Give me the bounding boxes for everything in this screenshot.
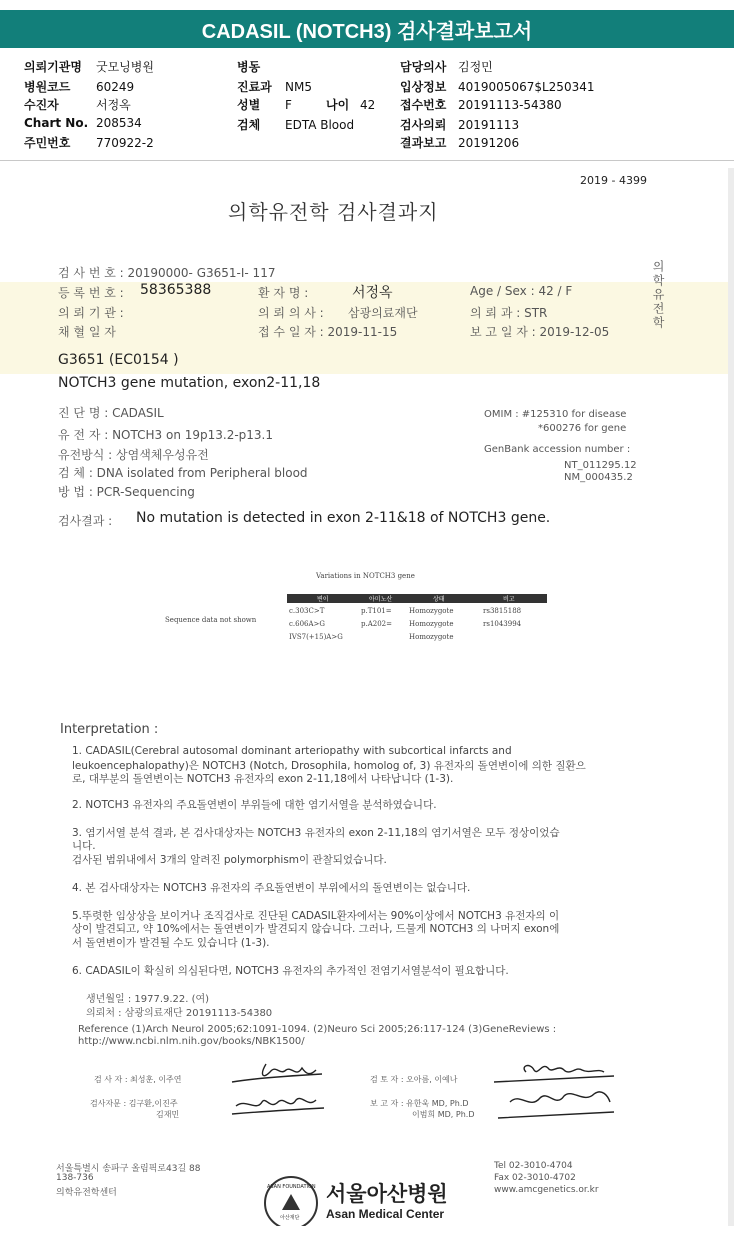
variations-title: Variations in NOTCH3 gene xyxy=(316,572,415,580)
header-field-hospital-code xyxy=(24,78,134,95)
reported-date: 보 고 일 자 : 2019-12-05 xyxy=(470,325,610,339)
table-cell: Homozygote xyxy=(409,633,454,641)
header-field-resident-no xyxy=(24,134,154,151)
website: www.amcgenetics.or.kr xyxy=(494,1185,599,1195)
center-name: 의학유전학센터 xyxy=(56,1188,117,1198)
logo-emblem-icon xyxy=(280,1192,302,1214)
header-label: 주민번호 xyxy=(24,136,71,150)
header-field-doctor xyxy=(400,58,493,75)
header-field-clinical-info xyxy=(400,78,594,95)
interp-line: leukoencephalopathy)은 NOTCH3 (Notch, Drosophila, homolog of, 3) 유전자의 돌연변이에 의한 질환으 xyxy=(72,760,586,772)
test-code: G3651 (EC0154 ) xyxy=(58,352,179,368)
doctor-value: 삼광의료재단 xyxy=(348,306,418,320)
omim-disease: OMIM : #125310 for disease xyxy=(484,409,627,420)
reporter-signature xyxy=(490,1082,620,1126)
header-value: 20191206 xyxy=(458,136,520,150)
side-label: 의학유전학 xyxy=(651,260,665,330)
header-label: Chart No. xyxy=(24,116,89,130)
interp-line: 1. CADASIL(Cerebral autosomal dominant arteriopathy with subcortical infarcts and xyxy=(72,745,512,757)
age-sex: Age / Sex : 42 / F xyxy=(470,284,573,298)
header-label: 검체 xyxy=(237,118,261,132)
reporter-name-2: 이범희 MD, Ph.D xyxy=(412,1110,475,1119)
report-number: 2019 - 4399 xyxy=(580,174,647,187)
patient-label: 환 자 명 : xyxy=(258,286,309,300)
doc-title: 의학유전학 검사결과지 xyxy=(228,200,439,224)
header-field-request-date xyxy=(400,116,519,133)
doctor-label: 의 뢰 의 사 : xyxy=(258,306,324,320)
hospital-name-kr: 서울아산병원 xyxy=(326,1182,448,1206)
table-cell: Homozygote xyxy=(409,620,454,628)
request-dept: 의 뢰 과 : STR xyxy=(470,306,548,320)
consultant-signature xyxy=(226,1088,330,1122)
header-field-department xyxy=(237,78,312,95)
accession-2: NM_000435.2 xyxy=(564,472,633,483)
table-cell: rs1043994 xyxy=(483,620,522,628)
header-value: 208534 xyxy=(96,116,142,130)
report-title: CADASIL (NOTCH3) 검사결과보고서 xyxy=(0,10,734,48)
reporter-label: 보 고 자 : 유한욱 MD, Ph.D xyxy=(370,1099,469,1108)
request-organization: 의뢰처 : 삼광의료재단 20191113-54380 xyxy=(86,1008,273,1019)
reference-line: Reference (1)Arch Neurol 2005;62:1091-1094. (2)Neuro Sci 2005;26:117-124 (3)GeneReviews : xyxy=(78,1024,557,1035)
col-header: 변이 xyxy=(317,596,329,603)
header-value: 60249 xyxy=(96,80,135,94)
table-cell: IVS7(+15)A>G xyxy=(289,633,343,641)
reg-label: 등 록 번 호 : xyxy=(58,286,124,300)
header-field-patient xyxy=(24,96,131,113)
consultant-name-2: 김재민 xyxy=(156,1110,180,1119)
header-value: 20191113 xyxy=(458,118,520,132)
institution-label: 의 뢰 기 관 : xyxy=(58,306,124,320)
received-date: 접 수 일 자 : 2019-11-15 xyxy=(258,325,398,339)
interp-line: 6. CADASIL이 확실히 의심된다면, NOTCH3 유전자의 추가적인 전염기서열분석이 필요합니다. xyxy=(72,965,509,977)
interpretation-title: Interpretation : xyxy=(60,722,159,737)
table-cell: p.T101= xyxy=(361,607,392,615)
header-label: 결과보고 xyxy=(400,136,447,150)
header-value: 4019005067$L250341 xyxy=(458,80,595,94)
table-cell: Homozygote xyxy=(409,607,454,615)
page-edge xyxy=(728,168,734,1226)
interp-line: 4. 본 검사대상자는 NOTCH3 유전자의 주요돌연변이 부위에서의 돌연변이는 없습니다. xyxy=(72,882,471,894)
header-label: 검사의뢰 xyxy=(400,118,447,132)
fax: Fax 02-3010-4702 xyxy=(494,1173,576,1183)
asan-foundation-logo xyxy=(264,1176,318,1226)
test-number: 검 사 번 호 : 20190000- G3651-I- 117 xyxy=(58,266,276,280)
interp-line: 검사된 범위내에서 3개의 알려진 polymorphism이 관찰되었습니다. xyxy=(72,854,387,866)
header-field-age xyxy=(326,96,375,113)
header-label: 병동 xyxy=(237,60,261,74)
header-label: 성별 xyxy=(237,98,261,112)
header-label: 접수번호 xyxy=(400,98,447,112)
inheritance: 유전방식 : 상염색체우성유전 xyxy=(58,448,209,462)
hospital-name-en: Asan Medical Center xyxy=(326,1207,445,1221)
header-field-report-date xyxy=(400,134,519,151)
header-label: 의뢰기관명 xyxy=(24,60,82,74)
header-label: 수진자 xyxy=(24,98,59,112)
header-field-institution xyxy=(24,58,154,75)
birth-date: 생년월일 : 1977.9.22. (여) xyxy=(86,994,210,1005)
header-value: EDTA Blood xyxy=(285,118,355,132)
header-label: 담당의사 xyxy=(400,60,447,74)
tester-signature xyxy=(226,1054,330,1090)
table-cell: c.303C>T xyxy=(289,607,325,615)
telephone: Tel 02-3010-4704 xyxy=(494,1161,573,1171)
test-name: NOTCH3 gene mutation, exon2-11,18 xyxy=(58,375,321,391)
header-value: 20191113-54380 xyxy=(458,98,562,112)
method: 방 법 : PCR-Sequencing xyxy=(58,485,195,499)
header-field-specimen xyxy=(237,116,354,133)
header-divider xyxy=(0,160,734,161)
diagnosis: 진 단 명 : CADASIL xyxy=(58,406,164,420)
accession-1: NT_011295.12 xyxy=(564,460,637,471)
interp-line: 3. 염기서열 분석 결과, 본 검사대상자는 NOTCH3 유전자의 exon 2-11,18의 염기서열은 모두 정상이었습 xyxy=(72,827,560,839)
header-field-ward xyxy=(237,58,285,75)
result-label: 검사결과 : xyxy=(58,514,113,528)
table-cell: p.A202= xyxy=(361,620,392,628)
interp-line: 5.뚜렷한 임상상을 보이거나 조직검사로 진단된 CADASIL환자에서는 90%이상에서 NOTCH3 유전자의 이 xyxy=(72,910,560,922)
header-value: 770922-2 xyxy=(96,136,154,150)
header-label: 병원코드 xyxy=(24,80,71,94)
header-value: NM5 xyxy=(285,80,312,94)
reference-url: http://www.ncbi.nlm.nih.gov/books/NBK1500/ xyxy=(78,1036,305,1047)
scanned-report xyxy=(0,168,734,1226)
header-value: 서정옥 xyxy=(96,98,131,112)
header-value: 42 xyxy=(360,98,376,112)
col-header: 아미노산 xyxy=(369,596,393,603)
header-field-chart-no xyxy=(24,116,142,130)
sequence-note: Sequence data not shown xyxy=(165,616,257,624)
table-cell: rs3815188 xyxy=(483,607,522,615)
interp-line: 2. NOTCH3 유전자의 주요돌연변이 부위들에 대한 염기서열을 분석하였습니다. xyxy=(72,799,437,811)
result-text: No mutation is detected in exon 2-11&18 of NOTCH3 gene. xyxy=(136,510,551,526)
logo-subtext: 아산재단 xyxy=(280,1215,300,1221)
header-field-sex xyxy=(237,96,292,113)
interp-line: 서 돌연변이가 발견될 수도 있습니다 (1-3). xyxy=(72,937,270,949)
omim-gene: *600276 for gene xyxy=(538,423,627,434)
address-line: 서울특별시 송파구 올림픽로43길 88 xyxy=(56,1164,201,1174)
reviewer-label: 검 토 자 : 오아름, 이예나 xyxy=(370,1075,458,1084)
gene: 유 전 자 : NOTCH3 on 19p13.2-p13.1 xyxy=(58,428,274,442)
interp-line: 상이 발견되고, 약 10%에서는 돌연변이가 발견되지 않습니다. 그러나, 드물게 NOTCH3 의 나머지 exon에 xyxy=(72,923,560,935)
header-value: 굿모닝병원 xyxy=(96,60,154,74)
col-header: 비고 xyxy=(503,596,515,603)
header-label: 나이 xyxy=(326,98,350,112)
header-value: 김정민 xyxy=(458,60,493,74)
specimen: 검 체 : DNA isolated from Peripheral blood xyxy=(58,466,308,480)
reg-value: 58365388 xyxy=(140,282,212,298)
header-label: 진료과 xyxy=(237,80,272,94)
genbank-label: GenBank accession number : xyxy=(484,444,631,455)
postal-code: 138-736 xyxy=(56,1173,94,1183)
header-value: F xyxy=(285,98,292,112)
interp-line: 로, 대부분의 돌연변이는 NOTCH3 유전자의 exon 2-11,18에서 나타납니다 (1-3). xyxy=(72,773,454,785)
patient-value: 서정옥 xyxy=(352,285,393,301)
interp-line: 니다. xyxy=(72,840,96,852)
tester-label: 검 사 자 : 최성훈, 이주연 xyxy=(94,1075,182,1084)
table-cell: c.606A>G xyxy=(289,620,326,628)
collection-date-label: 채 혈 일 자 xyxy=(58,325,116,339)
header-label: 입상정보 xyxy=(400,80,447,94)
logo-text: ASAN FOUNDATION xyxy=(267,1184,316,1190)
col-header: 상태 xyxy=(433,596,445,603)
header-field-receipt-no xyxy=(400,96,562,113)
table-header-bar xyxy=(485,594,547,603)
consultant-label: 검사자문 : 김구환,이진주 xyxy=(90,1099,178,1108)
